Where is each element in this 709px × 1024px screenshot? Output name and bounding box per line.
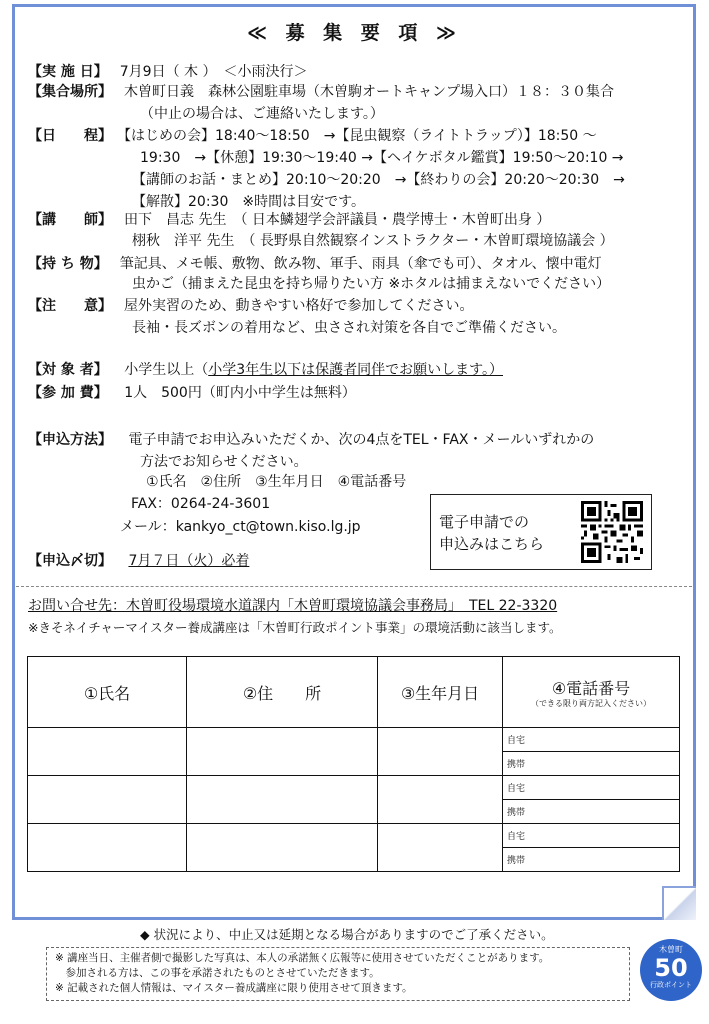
detail-text: 筆記具、メモ帳、敷物、飲み物、軍手、雨具（傘でも可）、タオル、懐中電灯 — [119, 256, 602, 272]
birthdate-cell[interactable] — [378, 728, 503, 776]
detail-line: 長袖・長ズボンの着用など、虫さされ対策を各自でご準備ください。 — [132, 320, 566, 336]
contact-note: ※きそネイチャーマイスター養成講座は「木曽町行政ポイント事業」の環境活動に該当します。 — [28, 620, 562, 635]
footnote-1: ※ 講座当日、主催者側で撮影した写真は、本人の承諾無く広報等に使用させていただくことがあります。 — [55, 952, 550, 964]
footnote-2: 参加される方は、この事を承諾されたものとさせていただきます。 — [55, 967, 380, 979]
form-header-row — [28, 657, 680, 728]
detail-label: 【実 施 日】 — [28, 64, 108, 80]
header-name: ①氏名 — [28, 657, 187, 728]
detail-line — [28, 62, 307, 82]
points-logo — [640, 939, 702, 1001]
name-cell[interactable] — [28, 776, 187, 824]
birthdate-cell[interactable] — [378, 776, 503, 824]
footnote-3: ※ 記載された個人情報は、マイスター養成講座に限り使用させて頂きます。 — [55, 982, 413, 994]
mobile-phone-cell[interactable]: 携帯 — [503, 752, 680, 776]
detail-line: 虫かご（捕まえた昆虫を持ち帰りたい方 ※ホタルは捕まえないでください） — [132, 276, 611, 292]
name-cell[interactable] — [28, 728, 187, 776]
detail-line: 【講師のお話・まとめ】20:10～20:20 →【終わりの会】20:20～20:30 → — [132, 172, 625, 188]
detail-line — [28, 210, 550, 230]
header-address: ②住 所 — [187, 657, 378, 728]
detail-text: 【はじめの会】18:40～18:50 →【昆虫観察（ライトトラップ）】18:50 ～ — [124, 128, 597, 144]
divider — [16, 586, 692, 587]
detail-line: （中止の場合は、ご連絡いたします。） — [140, 106, 384, 122]
detail-text: 田下 昌志 先生 （ 日本鱗翅学会評議員・農学博士・木曽町出身 ） — [124, 212, 551, 228]
header-phone-label: ④電話番号 — [551, 678, 631, 698]
e-application-line-1: 電子申請での — [439, 513, 530, 531]
logo-town: 木曽町 — [659, 945, 683, 954]
home-phone-cell[interactable]: 自宅 — [503, 776, 680, 800]
home-phone-cell[interactable]: 自宅 — [503, 824, 680, 848]
e-application-text — [439, 511, 544, 555]
detail-label: 【持 ち 物】 — [28, 256, 108, 272]
detail-line — [28, 254, 602, 274]
detail-text: 木曽町日義 森林公園駐車場（木曽駒オートキャンプ場入口）１８：３０集合 — [124, 84, 614, 100]
contact-line: お問い合せ先：木曽町役場環境水道課内「木曽町環境協議会事務局」 TEL 22-3320 — [28, 598, 558, 614]
apply-mail: メール：kankyo_ct@town.kiso.lg.jp — [120, 519, 361, 535]
deadline-text: 7月７日（火）必着 — [128, 553, 250, 569]
page-curl — [662, 886, 696, 920]
header-phone — [503, 657, 680, 728]
detail-line: 19:30 →【休憩】19:30～19:40 →【ヘイケボタル鑑賞】19:50～20:10 → — [140, 150, 624, 166]
target-note: 小学3年生以下は保護者同伴でお願いします。） — [208, 362, 503, 378]
detail-text: 7月9日（ 木 ） ＜小雨決行＞ — [119, 64, 308, 80]
detail-text: 屋外実習のため、動きやすい格好で参加してください。 — [124, 298, 474, 314]
detail-line — [28, 126, 597, 146]
deadline-line — [28, 551, 249, 571]
e-application-box[interactable] — [430, 494, 652, 570]
application-form-table — [27, 656, 680, 872]
cancellation-notice: ◆ 状況により、中止又は延期となる場合がありますのでご了承ください。 — [140, 927, 554, 942]
apply-line-1 — [28, 430, 594, 450]
form-row — [28, 776, 680, 800]
home-phone-cell[interactable]: 自宅 — [503, 728, 680, 752]
address-cell[interactable] — [187, 824, 378, 872]
detail-label: 【日 程】 — [28, 128, 112, 144]
target-line — [28, 360, 503, 380]
apply-text-2: 方法でお知らせください。 — [140, 454, 308, 470]
form-row — [28, 824, 680, 848]
detail-line — [28, 82, 614, 102]
name-cell[interactable] — [28, 824, 187, 872]
mobile-phone-cell[interactable]: 携帯 — [503, 800, 680, 824]
target-text: 小学生以上（ — [124, 362, 209, 378]
page-title: ≪ 募 集 要 項 ≫ — [247, 22, 462, 44]
logo-caption: 行政ポイント — [650, 981, 692, 989]
address-cell[interactable] — [187, 776, 378, 824]
apply-label: 【申込方法】 — [28, 432, 112, 448]
target-label: 【対 象 者】 — [28, 362, 108, 378]
footnote-box — [46, 947, 630, 1001]
form-row — [28, 728, 680, 752]
detail-label: 【集合場所】 — [28, 84, 112, 100]
detail-line — [28, 296, 473, 316]
qr-code-icon[interactable] — [581, 501, 643, 563]
detail-line: 【解散】20:30 ※時間は目安です。 — [132, 194, 365, 210]
apply-items: ①氏名 ②住所 ③生年月日 ④電話番号 — [146, 474, 407, 490]
apply-text-1: 電子申請でお申込みいただくか、次の4点をTEL・FAX・メールいずれかの — [128, 432, 595, 448]
header-birthdate: ③生年月日 — [378, 657, 503, 728]
birthdate-cell[interactable] — [378, 824, 503, 872]
detail-label: 【注 意】 — [28, 298, 112, 314]
mobile-phone-cell[interactable]: 携帯 — [503, 848, 680, 872]
fee-line — [28, 383, 356, 403]
detail-line: 栩秋 洋平 先生 （ 長野県自然観察インストラクター・木曽町環境協議会 ） — [132, 233, 614, 249]
apply-fax: FAX：0264-24-3601 — [131, 496, 271, 512]
header-phone-note: （できる限り両方記入ください） — [531, 698, 651, 708]
fee-text: 1人 500円（町内小中学生は無料） — [124, 385, 356, 401]
logo-number: 50 — [654, 954, 688, 982]
deadline-label: 【申込〆切】 — [28, 553, 112, 569]
fee-label: 【参 加 費】 — [28, 385, 108, 401]
detail-label: 【講 師】 — [28, 212, 112, 228]
address-cell[interactable] — [187, 728, 378, 776]
e-application-line-2: 申込みはこちら — [439, 535, 545, 553]
